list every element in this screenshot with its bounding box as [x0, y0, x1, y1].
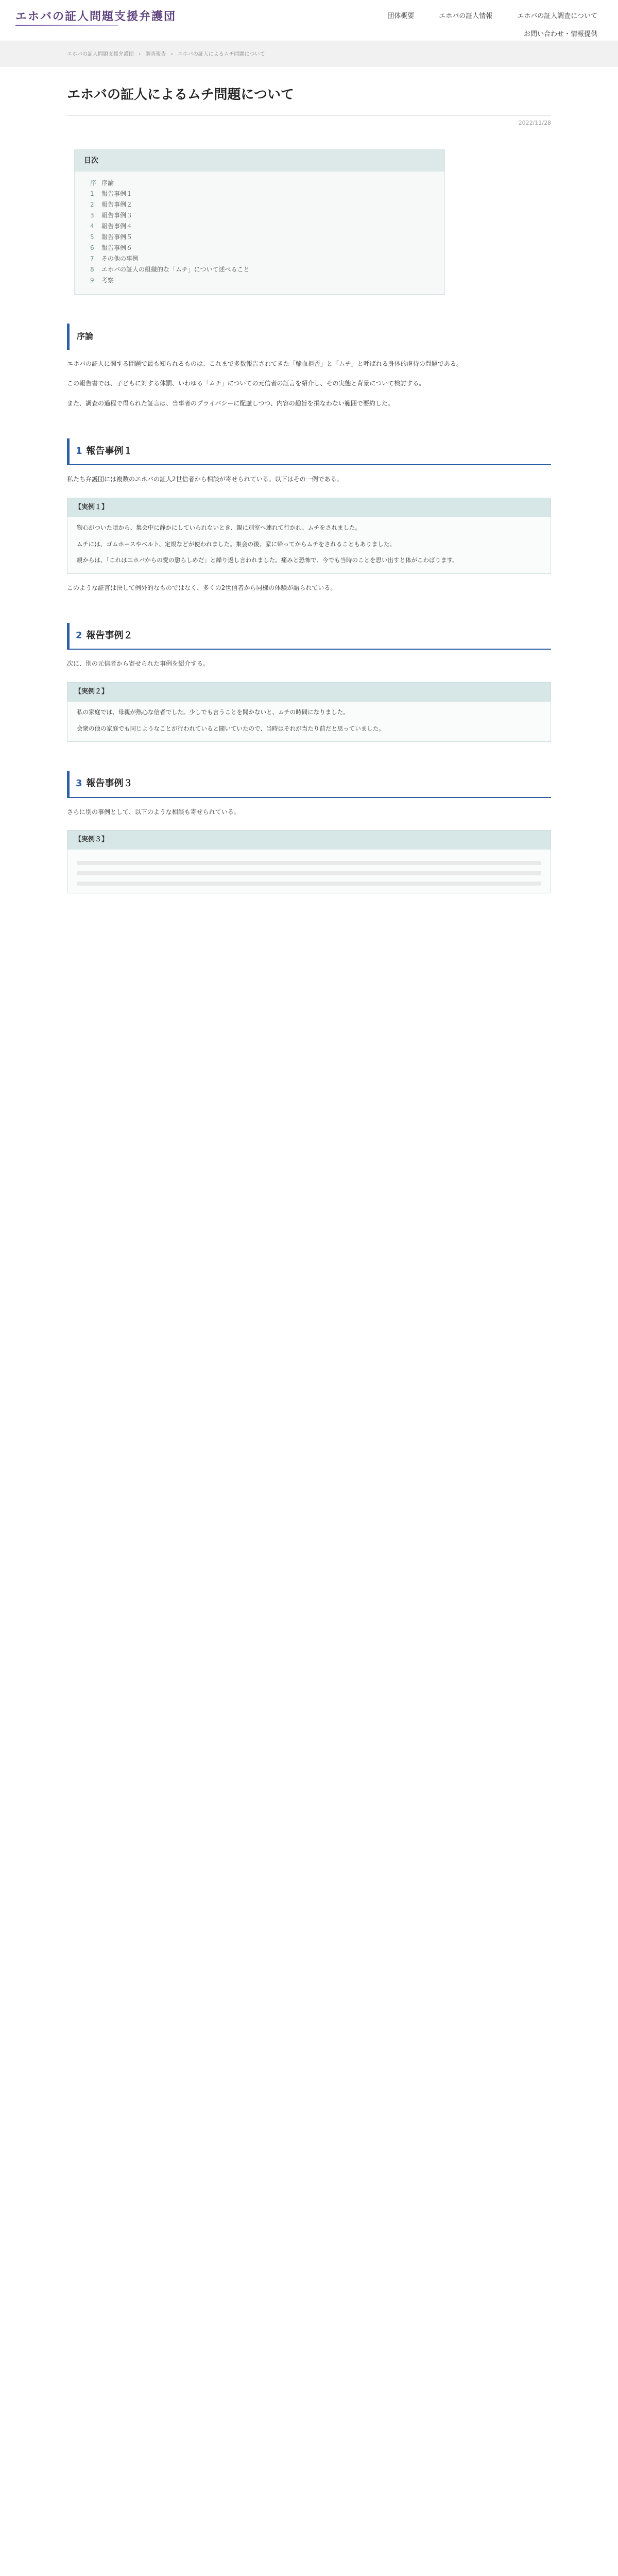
toc-item[interactable] — [90, 199, 429, 210]
section-2-lead: 次に、別の元信者から寄せられた事例を紹介する。 — [67, 660, 210, 668]
intro-paragraph: エホバの証人に関する問題で最も知られるものは、これまで多数報告されてきた「輸血拒否」と「ムチ」と呼ばれる身体的虐待の問題である。 — [67, 360, 462, 367]
title-divider — [67, 115, 551, 116]
case-3-body — [67, 850, 551, 893]
case-3-label: 【実例３】 — [67, 831, 551, 850]
breadcrumb — [0, 41, 618, 67]
case-1-paragraph: 親からは、「これはエホバからの愛の懲らしめだ」と繰り返し言われました。痛みと恐怖で、今でも当時のことを思い出すと体がこわばります。 — [77, 556, 458, 564]
section-3-lead: さらに別の事例として、以下のような相談も寄せられている。 — [67, 808, 240, 816]
site-header — [0, 0, 618, 41]
section-3-heading — [67, 771, 551, 798]
section-3-title: 報告事例３ — [86, 778, 133, 789]
toc-item-num: 9 — [90, 277, 94, 284]
toc-item[interactable] — [90, 264, 429, 275]
section-1-lead: 私たち弁護団には複数のエホバの証人2世信者から相談が寄せられている。以下はその一例である。 — [67, 476, 343, 483]
nav-research[interactable]: エホバの証人調査について — [517, 12, 597, 20]
toc-item[interactable] — [90, 243, 429, 253]
toc-item[interactable] — [90, 210, 429, 221]
logo-underline — [15, 25, 118, 26]
toc-item[interactable] — [90, 189, 429, 199]
toc-item-label[interactable]: 報告事例６ — [101, 244, 133, 252]
toc-item-label[interactable]: その他の事例 — [101, 255, 139, 263]
site-logo[interactable] — [15, 10, 176, 26]
toc-item-num: 5 — [90, 233, 94, 241]
toc-item-num: 7 — [90, 255, 94, 263]
site-logo-text[interactable]: エホバの証人問題支援弁護団 — [15, 10, 177, 23]
section-1-number: 1 — [76, 446, 82, 457]
toc-item[interactable] — [90, 178, 429, 189]
toc-item[interactable] — [90, 275, 429, 286]
toc-item-label[interactable]: 報告事例２ — [101, 201, 133, 209]
intro-heading-text: 序論 — [77, 331, 94, 342]
intro-paragraph: また、調査の過程で得られた証言は、当事者のプライバシーに配慮しつつ、内容の趣旨を損なわない範囲で要約した。 — [67, 400, 394, 408]
nav-about[interactable]: 団体概要 — [387, 12, 415, 20]
nav-contact[interactable]: お問い合わせ・情報提供 — [523, 30, 597, 38]
toc-item-label[interactable]: エホバの証人の組織的な「ムチ」について述べること — [101, 266, 250, 274]
case-3-box — [67, 830, 551, 893]
intro-heading — [67, 324, 551, 349]
main-nav — [309, 10, 597, 41]
case-2-label: 【実例２】 — [67, 683, 551, 702]
case-1-body — [67, 517, 551, 574]
toc-item[interactable] — [90, 221, 429, 232]
nav-row-2 — [309, 28, 597, 41]
case-2-box — [67, 682, 551, 742]
toc-heading: 目次 — [75, 150, 444, 172]
toc-item-num: 8 — [90, 266, 94, 274]
section-1-title: 報告事例１ — [86, 446, 133, 457]
toc-item-num: 6 — [90, 244, 94, 252]
section-2-number: 2 — [76, 630, 82, 641]
toc-item-num: 2 — [90, 201, 94, 209]
case-1-label: 【実例１】 — [67, 498, 551, 517]
case-1-box — [67, 498, 551, 574]
breadcrumb-current: エホバの証人によるムチ問題について — [177, 52, 265, 57]
text-placeholder-line — [77, 871, 541, 875]
toc-item-label[interactable]: 報告事例４ — [101, 223, 133, 230]
toc-item[interactable] — [90, 253, 429, 264]
breadcrumb-separator: › — [170, 52, 173, 57]
toc-item-label[interactable]: 考察 — [101, 277, 114, 284]
nav-row-1 — [309, 10, 597, 23]
toc-item-label[interactable]: 報告事例３ — [101, 212, 133, 219]
case-2-paragraph: 会衆の他の家庭でも同じようなことが行われていると聞いていたので、当時はそれが当たり前だと思っていました。 — [77, 724, 385, 732]
text-placeholder-line — [77, 882, 541, 886]
toc-item-num: 3 — [90, 212, 94, 219]
intro-paragraph: この報告書では、子どもに対する体罰、いわゆる「ムチ」についての元信者の証言を紹介し、その実態と背景について検討する。 — [67, 380, 425, 387]
section-2-heading — [67, 623, 551, 650]
toc-list — [75, 172, 444, 286]
page-title: エホバの証人によるムチ問題について — [67, 87, 294, 103]
case-1-paragraph: 物心がついた頃から、集会中に静かにしていられないとき、親に別室へ連れて行かれ、ムチをされました。 — [77, 523, 361, 531]
section-1-heading — [67, 438, 551, 465]
toc-item-label[interactable]: 報告事例５ — [101, 233, 133, 241]
section-2-title: 報告事例２ — [86, 630, 133, 641]
section-1-after: このような証言は決して例外的なものではなく、多くの2世信者から同様の体験が語られている。 — [67, 584, 337, 592]
post-date: 2022/11/28 — [518, 119, 551, 126]
toc-item-label[interactable]: 序論 — [101, 179, 114, 187]
toc-item-num: 4 — [90, 223, 94, 230]
toc-item-num: 序 — [90, 179, 97, 187]
breadcrumb-separator: › — [139, 52, 141, 57]
nav-jw-info[interactable]: エホバの証人情報 — [439, 12, 493, 20]
toc-item-num: 1 — [90, 190, 94, 198]
main-content — [67, 87, 551, 893]
section-3-number: 3 — [76, 778, 82, 789]
case-1-paragraph: ムチには、ゴムホースやベルト、定規などが使われました。集会の後、家に帰ってからムチをされることもありました。 — [77, 540, 396, 548]
text-placeholder-line — [77, 861, 541, 865]
breadcrumb-category[interactable]: 調査報告 — [145, 52, 166, 57]
toc-item-label[interactable]: 報告事例１ — [101, 190, 133, 198]
breadcrumb-home[interactable]: エホバの証人問題支援弁護団 — [67, 52, 134, 57]
toc-item[interactable] — [90, 232, 429, 243]
case-2-paragraph: 私の家庭では、母親が熱心な信者でした。少しでも言うことを聞かないと、ムチの時間になりました。 — [77, 708, 349, 716]
table-of-contents — [74, 149, 445, 295]
case-2-body — [67, 702, 551, 742]
